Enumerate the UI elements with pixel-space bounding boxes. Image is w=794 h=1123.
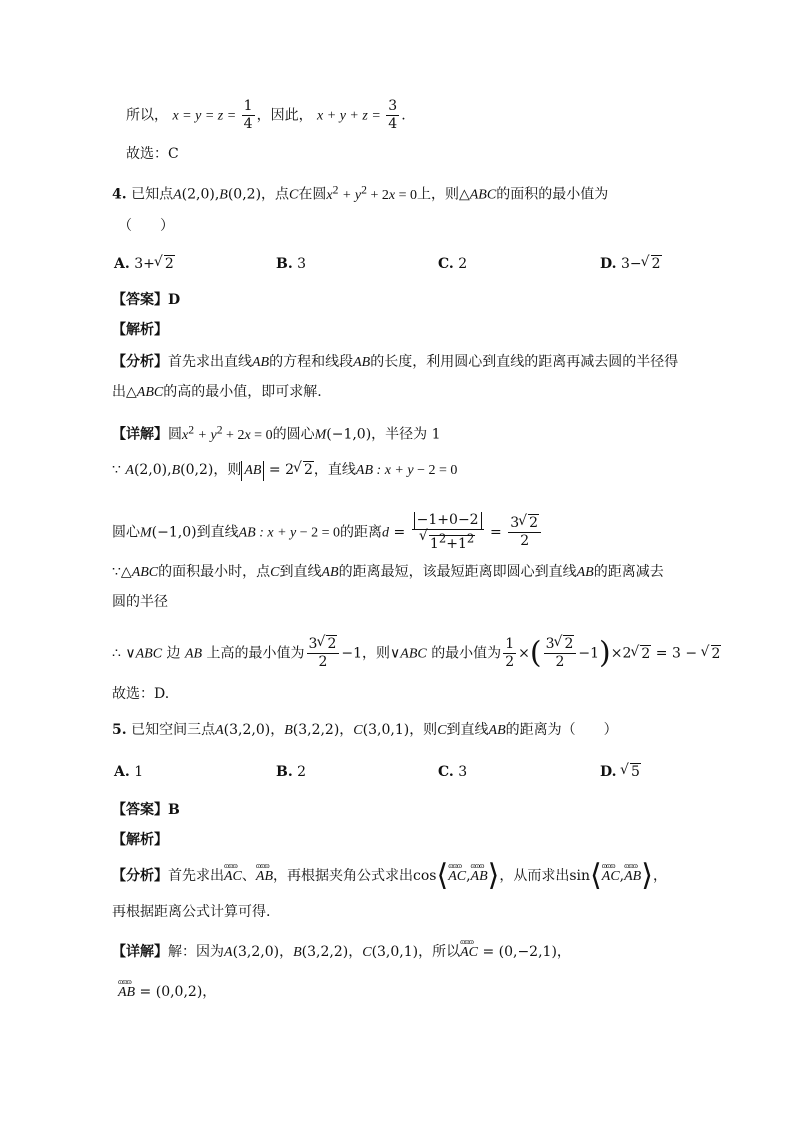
fraction: $\frac{3√ 2}{2}$ xyxy=(508,515,541,550)
q4-answer xyxy=(112,290,180,310)
math: d xyxy=(382,525,390,541)
question-4-paren: （ ） xyxy=(118,218,174,234)
vector-ac: ɷɷɷ AC xyxy=(224,867,242,887)
q4-xj-line6 xyxy=(112,636,721,671)
math: (2,0), xyxy=(133,462,172,478)
question-number: 5. xyxy=(112,722,127,738)
math: AB xyxy=(488,723,506,738)
math: (−1,0) xyxy=(151,524,197,541)
q4-option-a xyxy=(114,254,175,274)
answer-label: 【答案】 xyxy=(112,292,168,308)
math: (0,2) xyxy=(180,462,214,478)
because-symbol: ∵ xyxy=(112,462,121,478)
math: A xyxy=(224,945,233,960)
math: ABC xyxy=(469,187,497,203)
math: ⟩ xyxy=(487,858,500,893)
text: 到直线 xyxy=(446,722,489,738)
math: B xyxy=(293,945,302,960)
q4-xj-line3 xyxy=(112,512,543,553)
option-value: 3 xyxy=(458,764,468,780)
text: ，则 xyxy=(213,462,242,478)
option-value: 3 xyxy=(297,256,307,272)
text: ， xyxy=(279,944,294,960)
math: ∨ xyxy=(125,645,136,662)
q5-option-b xyxy=(276,762,306,782)
math: × xyxy=(518,645,530,662)
text: ， xyxy=(339,722,354,738)
sqrt: √ 2 xyxy=(642,254,662,274)
text: 首先求出 xyxy=(168,868,224,884)
math: (−1,0) xyxy=(326,426,372,443)
text: ，因此， xyxy=(256,107,313,124)
option-value: 2 xyxy=(458,256,468,272)
q4-xj-line1 xyxy=(112,420,441,446)
text: 到直线 xyxy=(196,524,239,541)
text: 已知点 xyxy=(131,186,174,203)
q5-option-a xyxy=(114,762,143,782)
text: 的方程和线段 xyxy=(269,354,354,370)
text: △ xyxy=(120,564,132,580)
math: (2,0), xyxy=(181,186,220,203)
math: x + y + z = xyxy=(317,108,385,124)
text: 的距离为（ ） xyxy=(505,722,618,738)
sqrt: √ 2 xyxy=(294,460,314,480)
math: −1 xyxy=(341,645,363,662)
math: A xyxy=(125,463,134,478)
q4-option-c xyxy=(438,254,467,274)
answer-q3: 故选：C xyxy=(126,146,179,162)
text: 1 xyxy=(431,426,441,443)
q4-xj-line2 xyxy=(112,460,457,481)
sqrt: √ 2 xyxy=(155,254,175,274)
vector-ab: ɷɷɷ AB xyxy=(256,867,273,887)
text: 的距离 xyxy=(340,524,383,541)
text: 的最小值为 xyxy=(431,645,502,662)
q5-option-c xyxy=(438,762,467,782)
question-number: 4. xyxy=(112,186,127,203)
math: AB xyxy=(241,461,264,481)
q5-fen-line1 xyxy=(112,858,667,893)
text: 的面积最小时，点 xyxy=(158,564,271,580)
line-so-xyz xyxy=(126,98,406,133)
option-label: C. xyxy=(438,764,454,780)
math: sin xyxy=(569,868,591,884)
text: 所以， xyxy=(126,107,168,124)
math: ⟨ xyxy=(436,858,449,893)
math: (3,0,1) xyxy=(362,722,410,738)
q5-analysis-label: 【解析】 xyxy=(112,832,168,848)
vector-ac: ɷɷɷ AC xyxy=(460,943,478,963)
math: AB xyxy=(353,355,371,370)
vector-ac: ɷɷɷ AC xyxy=(602,867,620,887)
text: 上，则△ xyxy=(416,186,470,203)
math: (3,2,0) xyxy=(232,944,280,960)
option-label: A. xyxy=(114,764,130,780)
math: C xyxy=(353,723,363,738)
text: 在圆 xyxy=(298,186,327,203)
option-value: 2 xyxy=(297,764,307,780)
q4-xj-line5: 圆的半径 xyxy=(112,594,168,610)
section-label: 【分析】 xyxy=(112,354,168,370)
option-label: B. xyxy=(276,256,293,272)
fraction: $\frac{1}{2}$ xyxy=(505,636,515,670)
math: AB : x + y − 2 = 0 xyxy=(355,463,458,478)
q4-fen-line2 xyxy=(112,382,322,403)
text: ，点 xyxy=(261,186,290,203)
q4-option-d xyxy=(600,254,662,274)
math: x = y = z = xyxy=(172,108,240,124)
text: 的距离最短，该最短距离即圆心到直线 xyxy=(338,564,577,580)
math: $x^2 + y^2 + 2x = 0$ xyxy=(182,423,273,443)
math: = (0,−2,1) xyxy=(478,944,557,960)
vector-ab: ɷɷɷ AB xyxy=(471,867,488,887)
question-5 xyxy=(112,720,618,741)
section-label: 【详解】 xyxy=(112,944,168,960)
vector-ab: ɷɷɷ AB xyxy=(118,983,135,1003)
math: C xyxy=(270,565,280,580)
math: A xyxy=(215,723,224,738)
option-label: D. xyxy=(600,764,617,780)
math: ⟨ xyxy=(590,858,602,893)
q5-fen-line2: 再根据距离公式计算可得. xyxy=(112,904,271,920)
text: ，再根据夹角公式求出 xyxy=(273,868,413,884)
text: 出△ xyxy=(112,384,137,400)
section-label: 【分析】 xyxy=(112,868,168,884)
math: ABC xyxy=(135,646,163,662)
fraction: $\frac{3}{4}$ xyxy=(388,98,398,132)
answer-value: D xyxy=(168,292,181,308)
math: 3− xyxy=(620,256,642,272)
math: AB : x + y − 2 = 0 xyxy=(238,525,341,541)
math: = 3 − xyxy=(651,645,702,662)
math: −1 xyxy=(578,645,600,662)
q4-xj-line4 xyxy=(112,562,664,583)
math: ) xyxy=(599,635,611,671)
math: B xyxy=(219,187,228,203)
text: ， xyxy=(202,984,217,1000)
math: (3,2,2) xyxy=(292,722,340,738)
option-label: A. xyxy=(114,256,130,272)
math: (0,2) xyxy=(227,186,262,203)
math: ABC xyxy=(400,646,427,662)
vector-ab: ɷɷɷ AB xyxy=(624,867,641,887)
math: = xyxy=(485,524,507,541)
text: 圆心 xyxy=(112,524,140,541)
math: ⟩ xyxy=(641,858,653,893)
math: C xyxy=(362,945,372,960)
text: 已知空间三点 xyxy=(131,722,216,738)
text: 、 xyxy=(241,868,256,884)
math: B xyxy=(171,463,181,478)
option-label: B. xyxy=(276,764,293,780)
text: ， xyxy=(652,868,667,884)
fraction: $\frac{3√ 2}{2}$ xyxy=(544,636,577,671)
math: C xyxy=(437,723,447,738)
math: ∨ xyxy=(390,645,401,662)
math: (3,0,1) xyxy=(371,944,419,960)
q5-xj-line2 xyxy=(118,982,216,1003)
text: 的长度，利用圆心到直线的距离再减去圆的半径得 xyxy=(370,354,679,370)
text: ，所以 xyxy=(418,944,461,960)
q4-final-answer: 故选：D. xyxy=(112,686,170,702)
q4-option-b xyxy=(276,254,306,274)
option-label: D. xyxy=(600,256,617,272)
option-label: C. xyxy=(438,256,454,272)
math: B xyxy=(284,723,293,738)
text: ， xyxy=(556,944,571,960)
q5-option-d xyxy=(600,762,641,782)
fraction: −1+0−2 √ $1^2+1^2$ xyxy=(412,512,484,553)
text: 的距离减去 xyxy=(593,564,664,580)
math: ABC xyxy=(136,385,164,400)
text: 到直线 xyxy=(279,564,322,580)
therefore-symbol: ∴ xyxy=(112,645,121,662)
text: 首先求出直线 xyxy=(168,354,252,370)
fraction: $\frac{3√ 2}{2}$ xyxy=(307,636,340,671)
sqrt: √ 5 xyxy=(621,762,641,782)
sqrt: √ 2 xyxy=(631,644,651,664)
math: AB xyxy=(321,565,339,580)
text: 的高的最小值，即可求解. xyxy=(163,384,322,400)
question-4 xyxy=(112,180,608,206)
math: , xyxy=(466,868,471,884)
math: 3+ xyxy=(134,256,155,272)
math: AB xyxy=(252,355,270,370)
because-symbol: ∵ xyxy=(112,564,121,580)
answer-label: 【答案】 xyxy=(112,802,168,818)
math: ABC xyxy=(131,565,159,580)
text: 的面积的最小值为 xyxy=(496,186,609,203)
section-label: 【详解】 xyxy=(112,426,168,443)
text: 边 xyxy=(166,645,181,662)
math: $x^2 + y^2 + 2x = 0$ xyxy=(326,183,417,203)
vector-ac: ɷɷɷ AC xyxy=(448,867,466,887)
math: (3,2,0) xyxy=(223,722,271,738)
sqrt: √ 2 xyxy=(702,644,722,664)
text: 的圆心 xyxy=(272,426,315,443)
q5-xj-line1 xyxy=(112,942,571,963)
answer-value: B xyxy=(168,802,180,818)
q5-answer xyxy=(112,800,180,820)
math: AB xyxy=(184,646,203,662)
fraction: $\frac{1}{4}$ xyxy=(243,98,253,132)
text: ，则 xyxy=(409,722,438,738)
option-value: 1 xyxy=(134,764,144,780)
math: ×2 xyxy=(610,645,632,662)
text: ，半径为 xyxy=(371,426,428,443)
math: A xyxy=(173,187,182,203)
text: ，则 xyxy=(362,645,391,662)
text: ，直线 xyxy=(313,462,356,478)
text: ， xyxy=(348,944,363,960)
text: . xyxy=(401,107,406,124)
q4-analysis-label: 【解析】 xyxy=(112,322,168,338)
math: M xyxy=(140,525,152,541)
text: ，从而求出 xyxy=(499,868,570,884)
text: 上高的最小值为 xyxy=(206,645,305,662)
math: ( xyxy=(529,635,542,671)
math: = xyxy=(389,524,410,541)
math: (3,2,2) xyxy=(301,944,349,960)
text: 圆 xyxy=(168,426,182,443)
math: = 2 xyxy=(264,462,294,478)
math: , xyxy=(619,868,625,884)
q4-fen-line1 xyxy=(112,352,678,373)
math: cos xyxy=(413,868,437,884)
math: M xyxy=(314,427,327,443)
text: ， xyxy=(270,722,285,738)
text: 解：因为 xyxy=(168,944,224,960)
math: C xyxy=(289,187,299,203)
math: AB xyxy=(576,565,594,580)
math: = (0,0,2) xyxy=(135,984,203,1000)
